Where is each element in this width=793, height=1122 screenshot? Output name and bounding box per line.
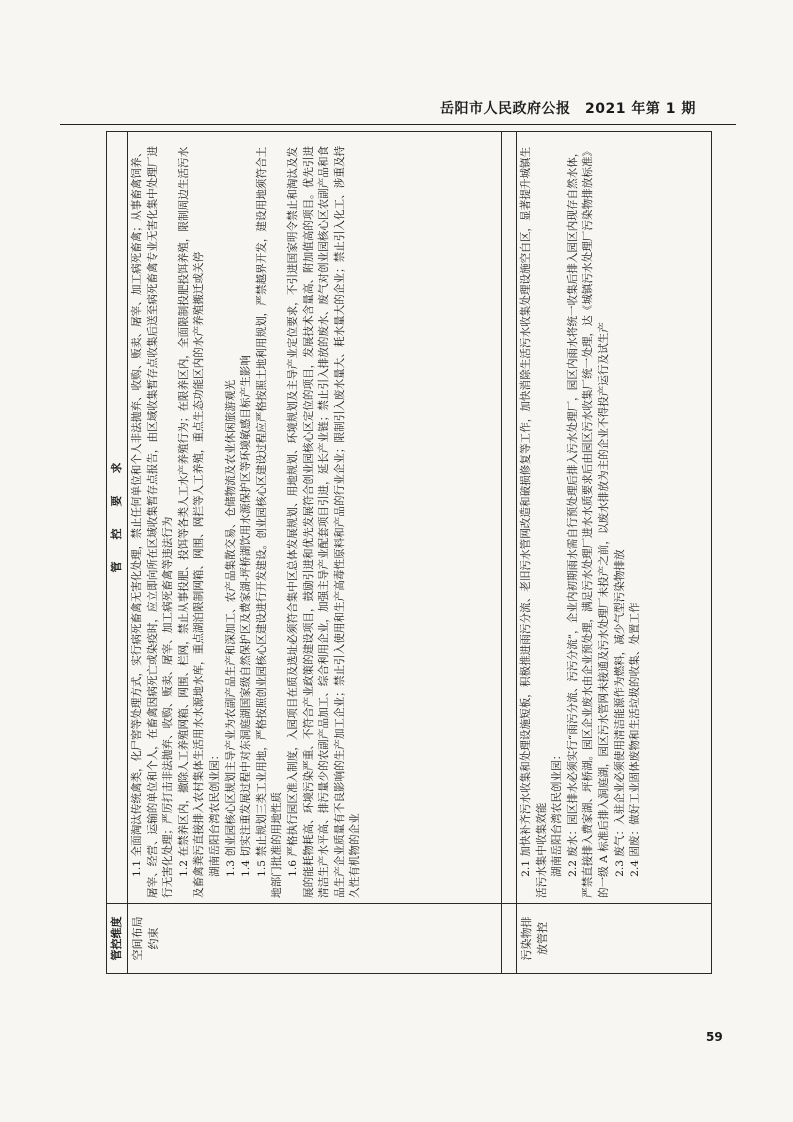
control-requirements-table-wrapper [106,132,712,974]
requirement-line: 1.3 创业园核心区规划主导产业为农副产品生产和深加工、农产品集散交易、仓储物流及农业休闲旅游观光 [224,379,237,877]
row-requirements-spatial [128,132,502,904]
row-requirements-pollution [517,132,712,904]
category-label: 污染物排放管控 [520,916,549,961]
table-spacer-row [502,132,517,974]
requirement-line: 2.3 废气：入驻企业必须使用清洁能源作为燃料，减少气型污染物排放 [613,549,626,877]
page-number: 59 [706,1030,723,1044]
requirement-line: 1.4 切实注重发展过程中对东洞庭湖国家级自然保护区及费家湖-坪桥湖饮用水源保护区等环境敏感目标产生影响 [240,355,253,877]
header-category: 管控维度 [107,904,128,974]
bulletin-header-title: 岳阳市人民政府公报 2021 年第 1 期 [440,101,696,117]
control-requirements-table [106,131,712,974]
requirement-line: 1.6 严格执行园区准入制度，入园项目在质及选址必须符合集中区总体发展规划、用地规划、环境规划及主导产业定位要求，不引进国家明令禁止和淘汰及发展的能耗物耗高、环境污染严重、不符合产业政策的建设项目，鼓励引进和优先发展符合创业园核心区定位的项目，发展技术含量高、附加值高的项目。优先引进清洁生产水平高、排污量少的农副产品加工、综合利用企业，加强主导产业配套项目引进，延长产业链；禁止引入排放的废水、废气对创业园核心区农副产品和食品生产企业质量有不良影响的生产加工企业；禁止引入使用和生产高毒性原料和产品的行业企业；限制引入废水量大、耗水量大的企业；禁止引入化工、涉重及持久性有机物的企业 [286,145,362,898]
header-divider [60,124,736,125]
row-category-spatial [128,904,502,974]
requirement-line: 1.2 在禁养区内，撤除人工养殖网箱、网围、栏网，禁止从事投肥、投饵等各类人工水产养殖行为；在限养区内，全面限制投肥投饵养殖，限制周边生活污水及畜禽粪污直接排入农村集体生活用水水源地水库，重点湖泊限制网箱、网围、网拦等人工养殖，重点生态功能区内的水产养殖搬迁或关停 [177,146,206,898]
category-label: 空间布局约束 [131,916,160,961]
requirement-line: 1.1 全面淘汰传统禽类，化尸窖等处理方式，实行病死畜禽无害化处理，禁止任何单位和个人非法抛弃、收购、贩卖、屠宰、加工病死畜禽；从事畜禽饲养、屠宰、经营、运输的单位和个人，在畜禽因病死亡或染疫时，应立即向所在区域收集暂存点报告，由区域收集暂存点收集后送至病死畜禽专业无害化集中处理厂进行无害化处理；严厉打击非法抛弃、收购、贩卖、屠宰、加工病死畜禽等违法行为 [131,145,175,898]
requirement-subheading: 湖南岳阳台湾农民创业园： [208,749,221,877]
table-header-row [107,132,128,974]
requirement-line: 2.4 固废：做好工业固体废物和生活垃圾的收集、处置工作 [629,602,642,877]
row-category-pollution [517,904,712,974]
requirement-subheading: 湖南岳阳台湾农民创业园： [551,749,564,877]
table-row [517,132,712,974]
header-requirements: 管 控 要 求 [107,132,128,904]
requirement-line: 2.1 加快补齐污水收集和处理设施短板，积极推进雨污分流、老旧污水管网改造和破损修复等工作，加快消除生活污水收集处理设施空白区，显著提升城镇生活污水集中收集效能 [520,146,548,898]
spacer-cell [502,132,517,904]
table-row [128,132,502,974]
spacer-cell [502,904,517,974]
requirement-line: 2.2 废水：园区排水必须实行“雨污分流、污污分流”，企业内初期雨水需自行预处理后排入污水处理厂，园区内雨水将统一收集后排入园区内现存自然水体，严禁直接排入费家湖、坪桥湖。园区企业废水由企业预处理，满足污水处理厂进水水质要求后由园区污水收集厂统一处理，达《城镇污水处理厂污染物排放标准》的一级 A 标准后排入洞庭湖，园区污水管网未接通及污水处理厂未投产之前，以废水排放为主的企业不得投产运行及试生产 [566,145,610,898]
requirement-line: 1.5 禁止规划三类工业用地，严格按照创业园核心区建设进行开发建设。创业园核心区建设过程应严格按照土地利用规划，严禁越界开发，建设用地须符合土地部门批准的用地性质 [255,146,284,898]
